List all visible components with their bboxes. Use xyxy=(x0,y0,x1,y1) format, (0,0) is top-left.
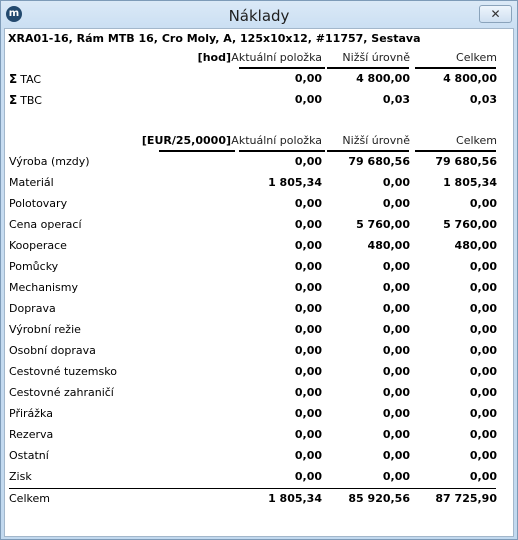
row-label-text: Kooperace xyxy=(9,239,67,252)
row-label xyxy=(9,428,53,441)
value-total: 0,00 xyxy=(469,428,497,441)
table-row xyxy=(5,174,513,192)
sigma-icon: Σ xyxy=(9,72,18,86)
col-lower-header: Nižší úrovně xyxy=(342,51,410,64)
row-label-text: Materiál xyxy=(9,176,54,189)
value-current: 0,00 xyxy=(294,239,322,252)
value-current: 0,00 xyxy=(294,218,322,231)
row-label-text: Cestovné tuzemsko xyxy=(9,365,117,378)
value-total: 0,00 xyxy=(469,449,497,462)
table-row xyxy=(5,342,513,360)
row-label xyxy=(9,344,96,357)
row-label-text: TBC xyxy=(20,94,42,107)
col-current-header: Aktuální položka xyxy=(231,134,322,147)
value-lower: 0,00 xyxy=(382,428,410,441)
value-total: 79 680,56 xyxy=(435,155,497,168)
row-label-text: Doprava xyxy=(9,302,56,315)
title-bar[interactable] xyxy=(1,1,517,31)
row-label xyxy=(9,176,54,189)
row-label xyxy=(9,218,82,231)
value-current: 0,00 xyxy=(294,93,322,106)
value-current: 0,00 xyxy=(294,386,322,399)
divider xyxy=(239,67,325,69)
total-divider xyxy=(9,488,496,489)
table-row xyxy=(5,321,513,339)
table-row xyxy=(5,447,513,465)
value-current: 0,00 xyxy=(294,470,322,483)
row-label-text: Výroba (mzdy) xyxy=(9,155,90,168)
costs-panel xyxy=(4,28,514,537)
table-row xyxy=(5,426,513,444)
value-total: 0,00 xyxy=(469,302,497,315)
total-current: 1 805,34 xyxy=(268,492,322,505)
value-current: 0,00 xyxy=(294,72,322,85)
table-row xyxy=(5,91,513,109)
col-total-header: Celkem xyxy=(456,134,497,147)
table-row xyxy=(5,216,513,234)
value-current: 0,00 xyxy=(294,323,322,336)
row-label-text: Mechanismy xyxy=(9,281,79,294)
divider xyxy=(327,150,409,152)
table-row xyxy=(5,279,513,297)
total-row xyxy=(5,490,513,508)
table-row xyxy=(5,384,513,402)
row-label xyxy=(9,449,49,462)
value-current: 0,00 xyxy=(294,197,322,210)
value-lower: 480,00 xyxy=(367,239,410,252)
value-total: 5 760,00 xyxy=(443,218,497,231)
value-total: 0,00 xyxy=(469,407,497,420)
app-logo-icon: m xyxy=(6,6,22,22)
value-lower: 0,00 xyxy=(382,176,410,189)
total-lower: 85 920,56 xyxy=(348,492,410,505)
row-label-text: Osobní doprava xyxy=(9,344,96,357)
row-label-text: Polotovary xyxy=(9,197,68,210)
col-total-header: Celkem xyxy=(456,51,497,64)
table-row xyxy=(5,363,513,381)
value-current: 1 805,34 xyxy=(268,176,322,189)
row-label-text: Cestovné zahraničí xyxy=(9,386,114,399)
row-label-text: TAC xyxy=(20,73,42,86)
row-label-text: Rezerva xyxy=(9,428,54,441)
col-current-header: Aktuální položka xyxy=(231,51,322,64)
value-current: 0,00 xyxy=(294,365,322,378)
value-total: 0,00 xyxy=(469,260,497,273)
value-lower: 0,00 xyxy=(382,344,410,357)
value-lower: 0,00 xyxy=(382,197,410,210)
value-current: 0,00 xyxy=(294,344,322,357)
value-total: 0,00 xyxy=(469,470,497,483)
divider xyxy=(239,150,325,152)
divider xyxy=(415,150,496,152)
value-lower: 0,00 xyxy=(382,281,410,294)
value-lower: 0,00 xyxy=(382,260,410,273)
value-total: 0,00 xyxy=(469,344,497,357)
total-total: 87 725,90 xyxy=(435,492,497,505)
row-label-text: Cena operací xyxy=(9,218,82,231)
row-label xyxy=(9,302,56,315)
value-total: 480,00 xyxy=(454,239,497,252)
value-total: 0,00 xyxy=(469,386,497,399)
close-button[interactable]: ✕ xyxy=(479,5,512,23)
row-label-text: Zisk xyxy=(9,470,32,483)
value-total: 0,00 xyxy=(469,197,497,210)
value-lower: 0,00 xyxy=(382,470,410,483)
item-title: XRA01-16, Rám MTB 16, Cro Moly, A, 125x10x12, #11757, Sestava xyxy=(8,32,421,45)
value-total: 0,00 xyxy=(469,323,497,336)
row-label-text: Přirážka xyxy=(9,407,53,420)
value-total: 0,00 xyxy=(469,281,497,294)
value-lower: 0,00 xyxy=(382,386,410,399)
row-label xyxy=(9,155,90,168)
costs-header-row xyxy=(5,132,513,150)
row-label xyxy=(9,323,81,336)
value-current: 0,00 xyxy=(294,155,322,168)
row-label xyxy=(9,239,67,252)
col-lower-header: Nižší úrovně xyxy=(342,134,410,147)
row-label-text: Výrobní režie xyxy=(9,323,81,336)
value-current: 0,00 xyxy=(294,260,322,273)
value-lower: 79 680,56 xyxy=(348,155,410,168)
table-row xyxy=(5,405,513,423)
row-label xyxy=(9,407,53,420)
value-current: 0,00 xyxy=(294,302,322,315)
value-current: 0,00 xyxy=(294,449,322,462)
table-row xyxy=(5,195,513,213)
table-row xyxy=(5,153,513,171)
row-label-text: Pomůcky xyxy=(9,260,59,273)
row-label xyxy=(9,365,117,378)
divider xyxy=(415,67,496,69)
value-total: 1 805,34 xyxy=(443,176,497,189)
window-title: Náklady xyxy=(228,7,290,25)
row-label xyxy=(9,197,67,210)
row-label xyxy=(9,281,78,294)
hours-header-row xyxy=(5,49,513,67)
value-total: 0,00 xyxy=(469,365,497,378)
divider xyxy=(327,67,409,69)
row-label xyxy=(9,470,32,483)
value-lower: 4 800,00 xyxy=(356,72,410,85)
table-row xyxy=(5,237,513,255)
sigma-icon: Σ xyxy=(9,93,18,107)
table-row xyxy=(5,468,513,486)
row-label-text: Ostatní xyxy=(9,449,49,462)
row-label xyxy=(9,72,41,86)
divider xyxy=(159,150,235,152)
value-lower: 5 760,00 xyxy=(356,218,410,231)
value-lower: 0,00 xyxy=(382,365,410,378)
row-label xyxy=(9,386,114,399)
value-lower: 0,03 xyxy=(382,93,410,106)
row-label: Celkem xyxy=(9,492,50,505)
value-lower: 0,00 xyxy=(382,407,410,420)
costs-unit: [EUR/25,0000] xyxy=(141,134,231,147)
value-lower: 0,00 xyxy=(382,449,410,462)
table-row xyxy=(5,70,513,88)
value-lower: 0,00 xyxy=(382,323,410,336)
hours-unit: [hod] xyxy=(197,51,231,64)
row-label xyxy=(9,93,42,107)
table-row xyxy=(5,300,513,318)
table-row xyxy=(5,258,513,276)
row-label xyxy=(9,260,58,273)
value-current: 0,00 xyxy=(294,407,322,420)
value-current: 0,00 xyxy=(294,281,322,294)
value-total: 0,03 xyxy=(469,93,497,106)
value-total: 4 800,00 xyxy=(443,72,497,85)
value-current: 0,00 xyxy=(294,428,322,441)
value-lower: 0,00 xyxy=(382,302,410,315)
